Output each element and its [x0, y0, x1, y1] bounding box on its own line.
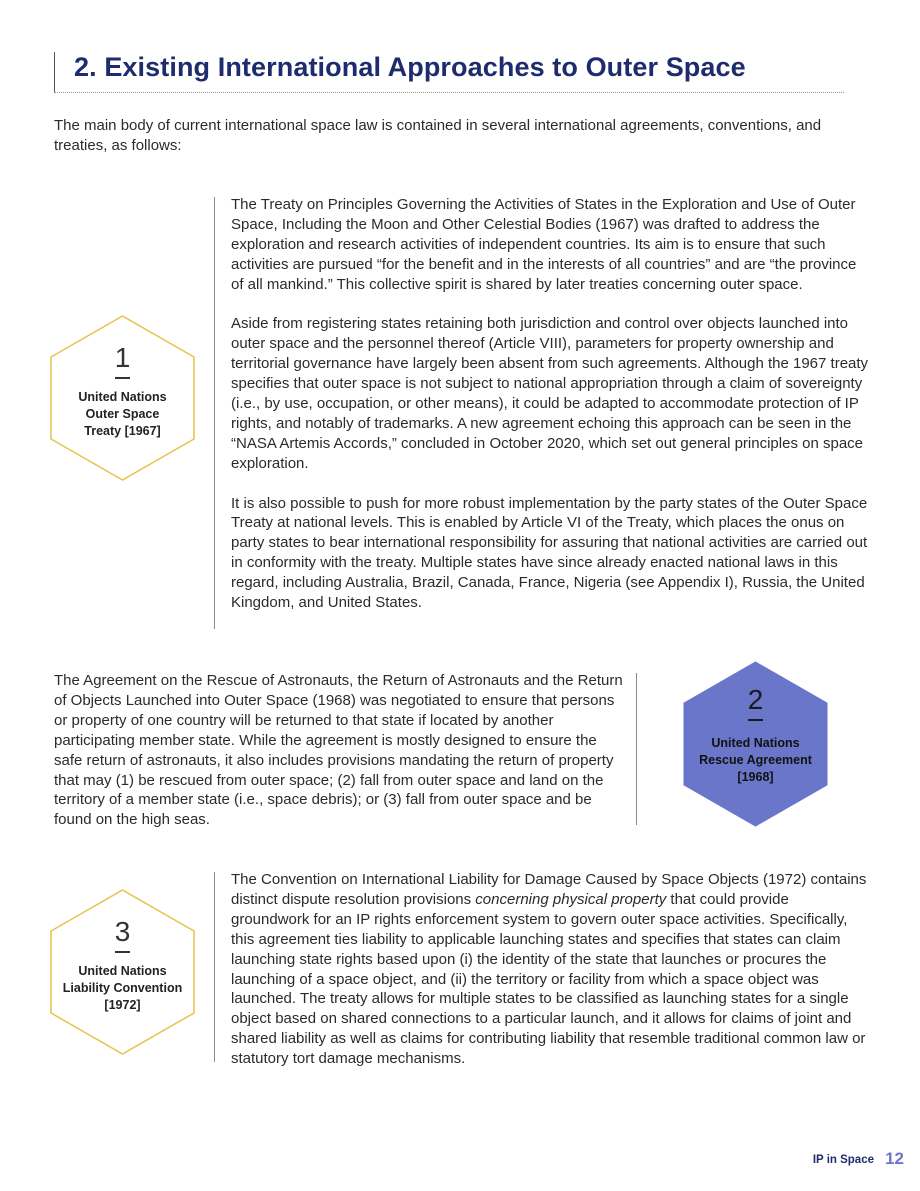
badge-label: United Nations Outer Space Treaty [1967] — [78, 390, 167, 438]
badge-rescue-agreement — [683, 661, 828, 827]
badge-number: 1 — [114, 342, 131, 373]
badge-number: 3 — [114, 916, 131, 947]
page-number: 12 — [885, 1149, 904, 1168]
badge-dash — [748, 719, 763, 721]
footer-publication-label: IP in Space — [812, 1154, 874, 1166]
section3-text-emphasis: concerning physical property — [475, 890, 667, 908]
section-header — [54, 52, 844, 92]
badge-label: United Nations Rescue Agreement [1968] — [699, 736, 812, 784]
badge-dash — [115, 377, 130, 379]
badge-number: 2 — [747, 684, 764, 715]
badge-label: United Nations Liability Convention [1972] — [62, 964, 183, 1012]
badge-liability-convention — [50, 889, 195, 1055]
section1-text — [231, 195, 871, 633]
title-accent-bar — [54, 52, 55, 92]
section3-text-start: The Convention on International Liability for Damage Caused by Space Objects (1972) contains distinct dispute resolution provisions — [231, 871, 867, 908]
section2-text: The Agreement on the Rescue of Astronauts, the Return of Astronauts and the Return of Objects Launched into Outer Space (1968) was negotiated to ensure that persons or property of one country will be returned to that state if located by another participating member state. While the agreement is mostly designed to ensure the safe return of astronauts, it also includes provisions mandating the return of property that may (1) be rescued from outer space; (2) fall from outer space and land on the territory of a member state (i.e., space debris); or (3) fall from outer space and be found on the high seas. — [54, 672, 623, 829]
section1-paragraph-2: Aside from registering states retaining both jurisdiction and control over objects launched into outer space and the personnel thereof (Article VIII), parameters for property ownership and territorial governance have largely been absent from such agreements. Although the 1967 treaty specifies that outer space is not subject to national appropriation through a claim of sovereignty (i.e., by use, occupation, or other means), it could be adapted to accommodate protection of IP rights, and notably of trademarks. A new agreement echoing this approach can be seen in the “NASA Artemis Accords,” concluded in October 2020, which set out general principles on space exploration. — [231, 315, 869, 472]
badge-outer-space-treaty — [50, 315, 195, 481]
section2-divider — [636, 673, 637, 825]
section3-divider — [214, 872, 215, 1062]
section3-text-end: that could provide groundwork for an IP rights enforcement system to govern outer space activities. Specifically, this agreement ties liability to applicable launching states and specifies that states can claim launching state rights based upon (i) the identity of the state that launches or procures the launching of a space object, and (ii) the territory or facility from which a space object was launched. The treaty allows for multiple states to be classified as launching states for a single object based on shared connections to a particular launch, and it allows for claims of joint and shared liability as well as claims for contributing liability that resemble traditional common law or statutory tort damage mechanisms. — [231, 890, 866, 1068]
badge-dash — [115, 951, 130, 953]
section1-paragraph-1: The Treaty on Principles Governing the Activities of States in the Exploration and Use of Outer Space, Including the Moon and Other Celestial Bodies (1967) was drafted to address the exploration and research activities of independent countries. Its aim is to ensure that such activities are pursued “for the benefit and in the interests of all countries” and are “the province of all mankind.” This collective spirit is shared by later treaties concerning outer space. — [231, 196, 857, 293]
section3-text — [231, 870, 871, 1069]
intro-paragraph: The main body of current international space law is contained in several international agreements, conventions, and treaties, as follows: — [54, 117, 822, 154]
section1-divider — [214, 197, 215, 629]
section1-paragraph-3: It is also possible to push for more robust implementation by the party states of the Outer Space Treaty at national levels. This is enabled by Article VI of the Treaty, which places the onus on party states to bear international responsibility for assuring that national activities are carried out in conformity with the treaty. Multiple states have since already enacted national laws in this regard, including Australia, Brazil, Canada, France, Nigeria (see Appendix I), Russia, the United Kingdom, and United States. — [231, 494, 868, 612]
page-title: 2. Existing International Approaches to Outer Space — [74, 52, 746, 82]
title-divider — [54, 92, 844, 93]
